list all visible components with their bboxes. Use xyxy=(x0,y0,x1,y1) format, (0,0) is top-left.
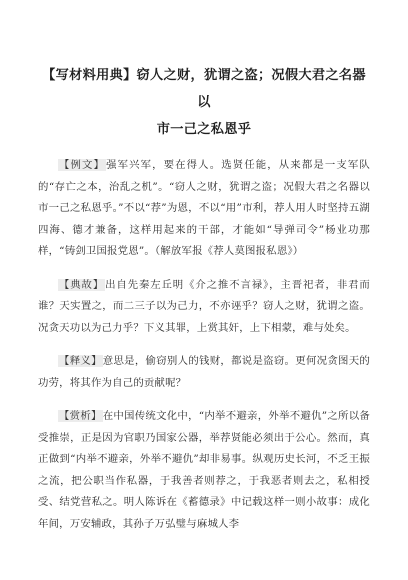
tag-appreciation: 【赏析】 xyxy=(59,410,102,422)
title-line-1: 【写材料用典】窃人之财，犹谓之盗；况假大君之名器以 xyxy=(42,68,366,110)
paragraph-example xyxy=(38,155,370,263)
paragraph-allusion xyxy=(38,275,370,340)
document-title xyxy=(38,62,370,143)
paragraph-meaning-text: 意思是，偷窃别人的钱财，都说是盗窃。更何况贪图天的功劳，将其作为自己的贡献呢？ xyxy=(38,355,370,389)
paragraph-example-text: 强军兴军，要在得人。选贤任能，从来都是一支军队的“存亡之本，治乱之机”。“窃人之财，犹谓之盗；况假大君之名器以市一己之私恩乎。”不以“荐”为恩，不以“用”市利，荐人用人时坚持五湖四海、德才兼备，这样用起来的干部，才能如“导弹司令”杨业功那样，“铸剑卫国报党恩”。（解放军报《荐人莫图报私恩》） xyxy=(38,159,370,257)
paragraph-appreciation xyxy=(38,406,370,535)
tag-example: 【例文】 xyxy=(59,159,106,171)
tag-meaning: 【释义】 xyxy=(59,355,102,367)
paragraph-appreciation-text: 在中国传统文化中，“内举不避亲，外举不避仇”之所以备受推崇，正是因为官职乃国家公器，举荐贤能必须出于公心。然而，真正做到“内举不避亲，外举不避仇”却非易事。纵观历史长河，不乏王振之流，把公职当作私器，于我善者则荐之，于我恶者则去之，私相授受、结党营私之。明人陈诉在《蓄德录》中记载这样一则小故事：成化年间，万安辅政，其孙子万弘璧与麻城人李 xyxy=(38,410,370,530)
paragraph-allusion-text: 出自先秦左丘明《介之推不言禄》，主晋祀者，非君而谁？天实置之，而二三子以为己力，不亦诬乎？窃人之财，犹谓之盗。况贪天功以为己力乎？下义其罪，上赏其奸，上下相蒙，难与处矣。 xyxy=(38,278,370,334)
tag-allusion: 【典故】 xyxy=(59,278,105,291)
paragraph-meaning xyxy=(38,351,370,394)
title-line-2: 市一己之私恩乎 xyxy=(156,122,252,137)
